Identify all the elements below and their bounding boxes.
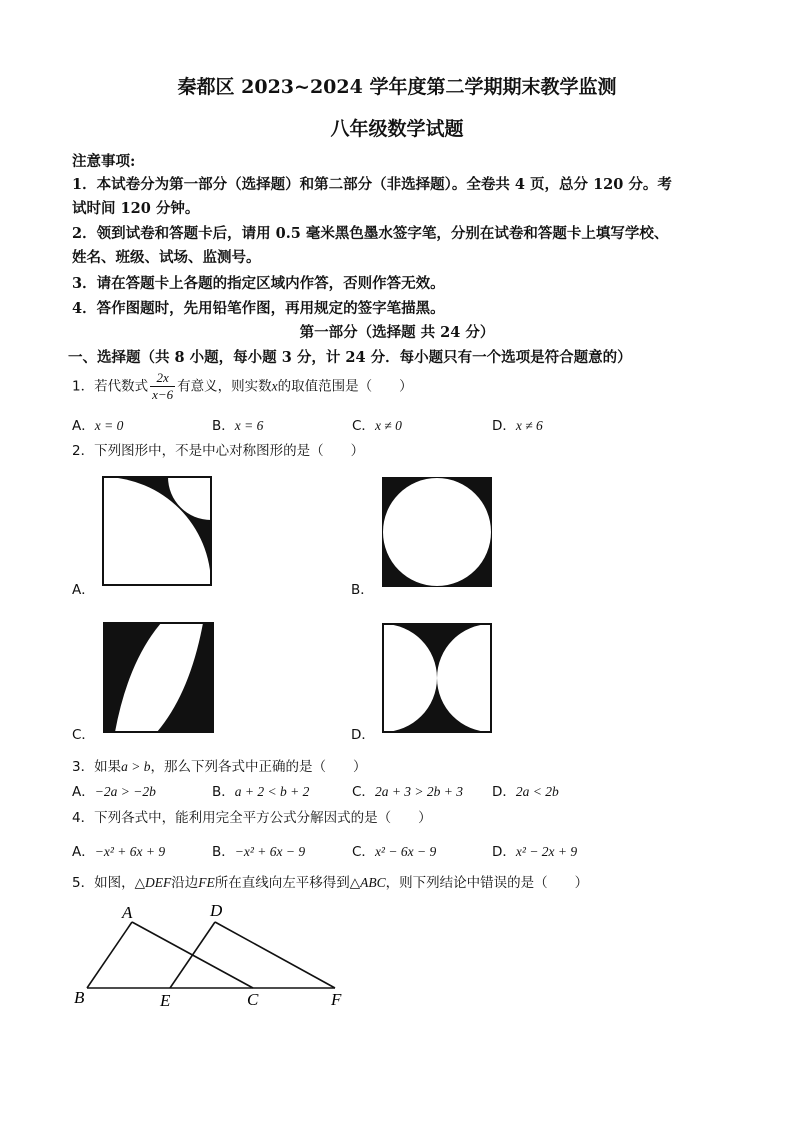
q3-suffix: ，那么下列各式中正确的是（ ）: [150, 759, 367, 775]
q1-var: x: [271, 378, 278, 394]
note-item-4: 4．答作图题时，先用铅笔作图，再用规定的签字笔描黑。: [72, 300, 445, 317]
figure-b-label: B．: [351, 582, 374, 598]
q1-option-c[interactable]: [352, 414, 402, 434]
q5-suffix: ，则下列结论中错误的是（ ）: [385, 875, 589, 891]
q1-option-a[interactable]: [72, 414, 123, 434]
option-text: −x² + 6x + 9: [94, 844, 166, 859]
option-label: C．: [352, 844, 375, 860]
option-label: D．: [492, 418, 516, 434]
option-text: a + 2 < b + 2: [234, 784, 310, 799]
q5-triangle-def: △DEF: [134, 875, 172, 890]
q1-fraction: [150, 370, 175, 403]
option-label: A．: [72, 784, 95, 800]
q3-option-d[interactable]: [492, 780, 559, 800]
q4-option-d[interactable]: [492, 840, 577, 860]
option-label: D．: [492, 844, 516, 860]
q1-frac-den: x−6: [152, 387, 174, 402]
option-text: x = 6: [234, 418, 264, 433]
question-4: 4．下列各式中，能利用完全平方公式分解因式的是（ ）: [72, 810, 432, 826]
q4-option-a[interactable]: [72, 840, 165, 860]
q3-option-c[interactable]: [352, 780, 463, 800]
note-item-1: 1．本试卷分为第一部分（选择题）和第二部分（非选择题）。全卷共 4 页，总分 120 分。考: [72, 176, 672, 193]
figure-c[interactable]: [103, 622, 215, 734]
point-a-label: A: [122, 903, 133, 922]
question-1: [72, 370, 413, 403]
option-text: x² − 2x + 9: [515, 844, 578, 859]
q4-option-b[interactable]: [212, 840, 305, 860]
part1-heading: 第一部分（选择题 共 24 分）: [299, 324, 495, 341]
q3-condition: a > b: [121, 759, 151, 774]
point-d-label: D: [210, 901, 223, 920]
option-label: A．: [72, 844, 95, 860]
option-label: B．: [212, 844, 235, 860]
option-label: D．: [492, 784, 516, 800]
q1-prefix: 1．若代数式: [72, 378, 149, 395]
question-3: [72, 755, 366, 775]
figure-a[interactable]: [102, 476, 214, 588]
option-label: B．: [212, 418, 235, 434]
point-e-label: E: [160, 991, 171, 1010]
q5-text: 沿边: [171, 875, 199, 891]
question-5: [72, 871, 588, 891]
q3-option-a[interactable]: [72, 780, 156, 800]
option-text: −2a > −2b: [94, 784, 156, 799]
option-text: x ≠ 6: [515, 418, 543, 433]
note-item-2-cont: 姓名、班级、试场、监测号。: [72, 249, 261, 266]
option-text: 2a + 3 > 2b + 3: [374, 784, 464, 799]
option-label: B．: [212, 784, 235, 800]
q3-prefix: 3．如果: [72, 759, 122, 775]
figure-d[interactable]: [382, 623, 492, 735]
option-text: −x² + 6x − 9: [234, 844, 306, 859]
exam-title: 秦都区 2023~2024 学年度第二学期期末教学监测: [177, 76, 617, 98]
question-2: 2．下列图形中，不是中心对称图形的是（ ）: [72, 443, 365, 459]
figure-b-circle: [383, 478, 491, 586]
option-label: A．: [72, 418, 95, 434]
q5-side-fe: FE: [198, 875, 215, 890]
figure-b[interactable]: [382, 477, 492, 587]
q5-text-2: 所在直线向左平移得到: [214, 875, 350, 891]
exam-subtitle: 八年级数学试题: [330, 118, 464, 140]
option-text: x² − 6x − 9: [374, 844, 437, 859]
segment-ed: [170, 922, 215, 988]
q5-translation-figure: [70, 898, 360, 1013]
segment-ab: [87, 922, 132, 988]
note-item-3: 3．请在答题卡上各题的指定区域内作答，否则作答无效。: [72, 275, 445, 292]
q1-option-b[interactable]: [212, 414, 263, 434]
q4-option-c[interactable]: [352, 840, 436, 860]
point-b-label: B: [74, 988, 85, 1007]
option-text: 2a < 2b: [515, 784, 559, 799]
note-item-2: 2．领到试卷和答题卡后，请用 0.5 毫米黑色墨水签字笔，分别在试卷和答题卡上填写学校、: [72, 225, 669, 242]
q1-frac-num: 2x: [150, 370, 175, 387]
note-item-1-cont: 试时间 120 分钟。: [72, 200, 200, 217]
point-f-label: F: [331, 990, 342, 1009]
option-text: x ≠ 0: [374, 418, 402, 433]
q1-option-d[interactable]: [492, 414, 543, 434]
notes-heading: 注意事项:: [72, 153, 136, 170]
section-heading: 一、选择题（共 8 小题，每小题 3 分，计 24 分．每小题只有一个选项是符合题意的）: [68, 349, 632, 366]
option-text: x = 0: [94, 418, 124, 433]
q5-prefix: 5．如图，: [72, 875, 135, 891]
option-label: C．: [352, 418, 375, 434]
q3-option-b[interactable]: [212, 780, 309, 800]
point-c-label: C: [247, 990, 259, 1009]
q5-triangle-abc: △ABC: [349, 875, 386, 890]
q1-suffix-b: 的取值范围是（ ）: [277, 378, 413, 395]
figure-c-label: C．: [72, 727, 95, 743]
figure-d-label: D．: [351, 727, 375, 743]
segment-df: [215, 922, 335, 988]
option-label: C．: [352, 784, 375, 800]
q1-suffix-a: 有意义，则实数: [177, 378, 272, 395]
figure-a-label: A．: [72, 582, 95, 598]
